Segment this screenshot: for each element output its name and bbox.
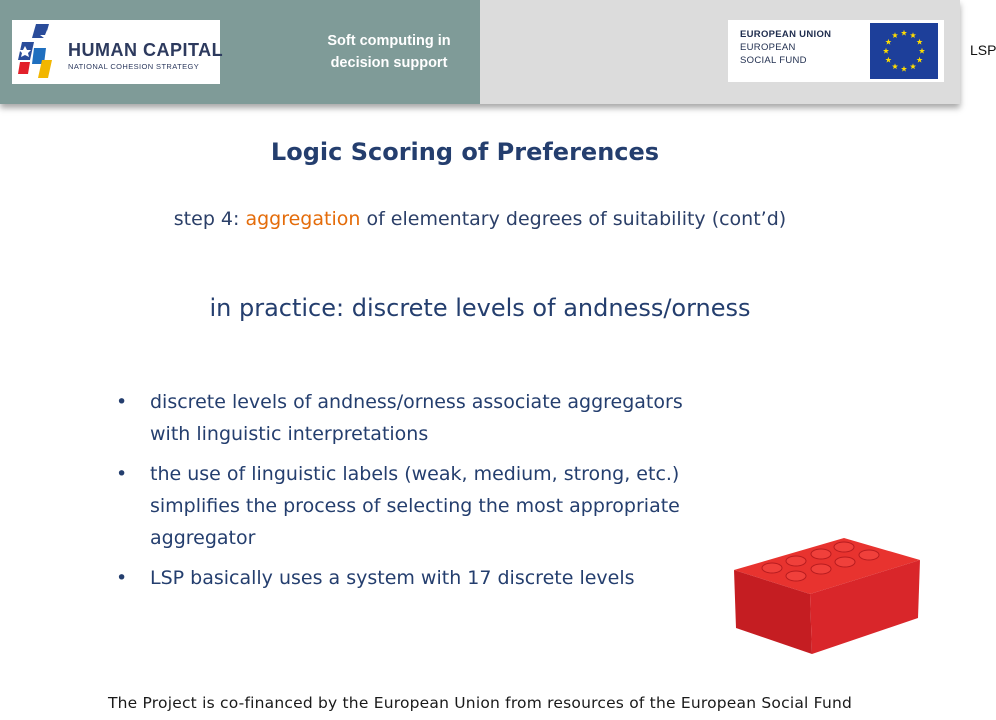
bullet-dot: • — [116, 391, 128, 413]
human-capital-logo — [12, 20, 224, 84]
eu-logo-line3: SOCIAL FUND — [740, 55, 807, 66]
footer-note: The Project is co-financed by the European Union from resources of the European Social Fund — [107, 694, 853, 712]
step-line — [0, 208, 960, 230]
course-title: Soft computing in decision support — [327, 33, 451, 71]
bullet-item — [112, 386, 702, 450]
eu-logo-text — [740, 28, 868, 67]
slide-title: Logic Scoring of Preferences — [270, 138, 660, 166]
eu-logo-line2: EUROPEAN — [740, 42, 796, 53]
eu-logo-line1: EUROPEAN UNION — [740, 29, 832, 40]
bullet-item — [112, 458, 702, 554]
human-capital-title: HUMAN CAPITAL — [68, 40, 224, 60]
eu-flag-icon — [870, 23, 938, 79]
bullet-list — [112, 386, 702, 602]
human-capital-stars-icon — [14, 20, 64, 84]
lego-brick-image — [724, 530, 924, 660]
bullet-text: the use of linguistic labels (weak, medium, strong, etc.) simplifies the process of selecting the most appropriate aggregator — [150, 463, 680, 549]
topic-label: LSP — [970, 42, 996, 58]
bullet-item — [112, 562, 702, 594]
subheading: in practice: discrete levels of andness/orness — [209, 294, 751, 322]
step-highlight: aggregation — [245, 208, 361, 230]
bullet-text: LSP basically uses a system with 17 discrete levels — [150, 567, 635, 589]
header-left-panel — [0, 0, 480, 104]
header-banner — [0, 0, 996, 104]
bullet-dot: • — [116, 463, 128, 485]
eu-logo — [728, 20, 944, 82]
step-suffix: of elementary degrees of suitability (cont’d) — [360, 208, 787, 230]
step-prefix: step 4: — [173, 208, 246, 230]
bullet-text: discrete levels of andness/orness associate aggregators with linguistic interpretations — [150, 391, 683, 445]
bullet-dot: • — [116, 567, 128, 589]
human-capital-subtitle: NATIONAL COHESION STRATEGY — [68, 62, 200, 71]
